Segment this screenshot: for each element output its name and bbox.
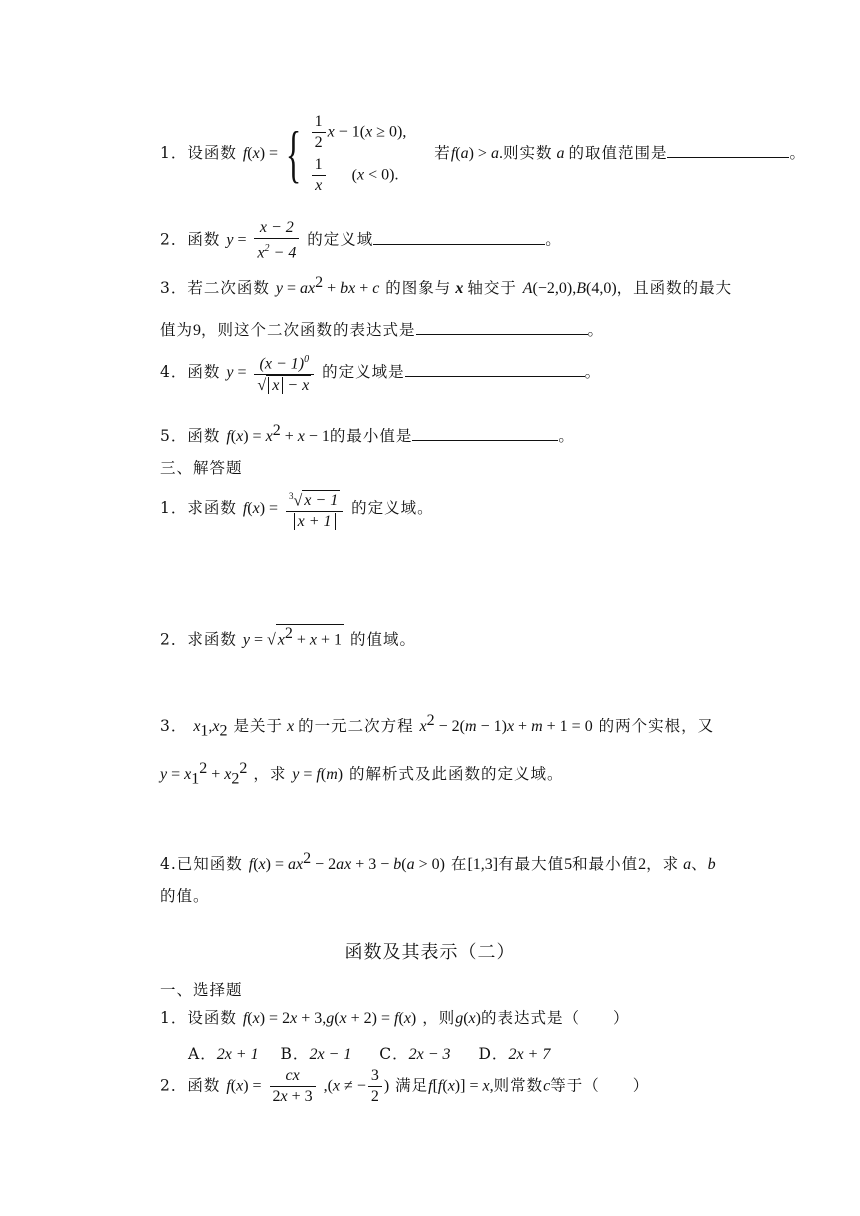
option-value: 2x + 7 [508, 1046, 551, 1063]
option-value: 2x − 1 [309, 1046, 352, 1063]
question-number: 2． [160, 1076, 188, 1095]
question-text: 的最小值是 [329, 427, 413, 446]
punctuation: 。 [545, 230, 562, 249]
section-title: 一、选择题 [160, 981, 243, 999]
question-text: 求函数 [187, 499, 237, 518]
part-heading: 函数及其表示（二） [344, 942, 516, 963]
fill-q4: 4．函数 y = $\frac{(x - 1)^0}{√ x - x}$ 的定义域是 。 [160, 350, 601, 396]
question-text: 函数 [187, 427, 221, 446]
question-text: 的图象与 [385, 279, 452, 298]
option-label: D． [478, 1045, 509, 1063]
punctuation: 。 [789, 144, 806, 162]
question-text: 的定义域 [307, 230, 374, 249]
question-number: 1． [160, 499, 188, 518]
option-value: 2x − 3 [408, 1046, 451, 1063]
question-text: 是关于 [233, 717, 283, 736]
answer-blank[interactable] [667, 143, 789, 158]
question-number: 3． [160, 717, 188, 736]
question-text: 则常数 [493, 1076, 544, 1095]
question-number: 1． [160, 144, 188, 162]
question-text: 函数 [187, 1076, 221, 1095]
question-number: 3． [160, 279, 188, 298]
answer-blank[interactable] [373, 230, 545, 245]
question-text: ，求 [646, 855, 680, 874]
question-text: 已知函数 [176, 855, 243, 874]
piecewise-brace: { [285, 118, 302, 189]
question-number: 1． [160, 1009, 188, 1027]
section-title: 三、解答题 [160, 459, 243, 477]
question-number: 4． [160, 363, 188, 382]
option-c[interactable] [379, 1045, 450, 1063]
fill-q5: 5．函数 $f(x) = x^2 + x - 1$的最小值是 。 [160, 422, 575, 446]
option-label: A． [188, 1045, 217, 1063]
choice-q1: 1．设函数 f(x) = 2x + 3,g(x + 2) = f(x) ，则g(x)的表达式是（ ） [160, 1009, 630, 1027]
question-text: 的定义域。 [351, 499, 434, 518]
choice-q1-options [188, 1042, 550, 1064]
question-text: 的两个实根，又 [598, 717, 715, 736]
choice-q2: 2．函数 f(x) = $\frac{cx}{2x + 3}$ ,(x ≠ − $\frac{3}{2}$ ) 满足f[f(x)] = x,则常数c等于（ ） [160, 1067, 650, 1105]
option-label: B． [280, 1045, 310, 1063]
answer-q4-line2: 的值。 [160, 887, 210, 905]
question-text: 函数 [187, 230, 221, 249]
question-text: ，且函数的最大 [616, 279, 733, 298]
question-text: 的解析式及此函数的定义域。 [349, 765, 564, 784]
question-text: 若 [434, 144, 451, 162]
question-number: 2． [160, 630, 188, 649]
answer-blank[interactable] [405, 362, 585, 377]
fill-q1: 1．设函数 f(x) = { $\frac{1}{2}$ x − 1(x ≥ 0), $\frac{1}{x}$ (x < 0). 若f(a) > a.则实数 a 的取值范围是 。 [160, 113, 806, 194]
punctuation: 。 [558, 427, 575, 446]
option-b[interactable] [281, 1045, 352, 1063]
question-text: 设函数 [187, 1009, 237, 1027]
question-text: ，则这个二次函数的表达式是 [201, 321, 416, 339]
answer-blank[interactable] [412, 426, 558, 441]
question-number: 4. [160, 855, 177, 874]
question-text: 有最大值 [498, 855, 565, 874]
question-text: 等于（ ） [550, 1076, 650, 1095]
question-text: 设函数 [187, 144, 237, 162]
answer-blank[interactable] [416, 320, 588, 335]
question-text: 若二次函数 [187, 279, 270, 298]
fill-q3-line2: 值为9，则这个二次函数的表达式是 。 [160, 321, 605, 339]
question-text: ，则 [422, 1009, 456, 1027]
punctuation: 。 [584, 363, 602, 382]
question-number: 5． [160, 427, 188, 446]
question-text: 和最小值 [572, 855, 639, 874]
piecewise-cases: $\frac{1}{2}$ x − 1(x ≥ 0), $\frac{1}{x}$ (x < 0). [310, 112, 407, 196]
question-text: 的值域。 [349, 630, 416, 649]
answer-q1: 1．求函数 f(x) = $\frac{^3√ x - 1}{x + 1}$ 的定义域。 [160, 486, 434, 532]
option-value: 2x + 1 [216, 1046, 259, 1063]
question-text: 在 [450, 855, 468, 874]
question-text: 函数 [187, 363, 221, 382]
punctuation: 、 [691, 855, 708, 874]
question-text: 的表达式是（ ） [480, 1009, 630, 1027]
question-text: 轴交于 [467, 279, 517, 298]
fill-q2: 2．函数 y = $\frac{x - 2}{x^2 - 4}$ 的定义域 。 [160, 219, 562, 262]
question-text: 的定义域是 [322, 363, 405, 382]
question-text: 值为 [160, 321, 194, 339]
answer-q3: 3． $x_1,x_2$ 是关于 x 的一元二次方程 $x^2 - 2(m - 1)x + m + 1 = 0$ 的两个实根，又 [160, 712, 715, 740]
question-text: 的一元二次方程 [298, 717, 414, 736]
answer-q2: 2．求函数 y = √ $x^2 + x + 1$ 的值域。 [160, 625, 416, 649]
option-a[interactable] [188, 1045, 259, 1063]
question-text: ，求 [253, 765, 287, 784]
question-text: 满足 [395, 1076, 429, 1095]
question-text: 求函数 [187, 630, 237, 649]
option-d[interactable] [479, 1045, 551, 1063]
option-label: C． [379, 1045, 409, 1063]
punctuation: 。 [587, 321, 605, 339]
fill-q3: 3．若二次函数 $y = ax^2$ + bx + c 的图象与 x 轴交于 A(−2,0),B(4,0)，且函数的最大 [160, 274, 733, 298]
answer-q4: 4.已知函数 $f(x) = ax^2 - 2ax + 3 - b(a > 0)$ 在[1,3]有最大值5和最小值2，求 a、b [160, 850, 716, 874]
question-text: 的取值范围是 [568, 144, 668, 162]
answer-q3-line2: $y = x_1^2 + x_2^2$ ，求 y = f(m) 的解析式及此函数的定义域。 [160, 760, 564, 788]
question-text: 则实数 [502, 144, 553, 162]
question-number: 2． [160, 230, 188, 249]
